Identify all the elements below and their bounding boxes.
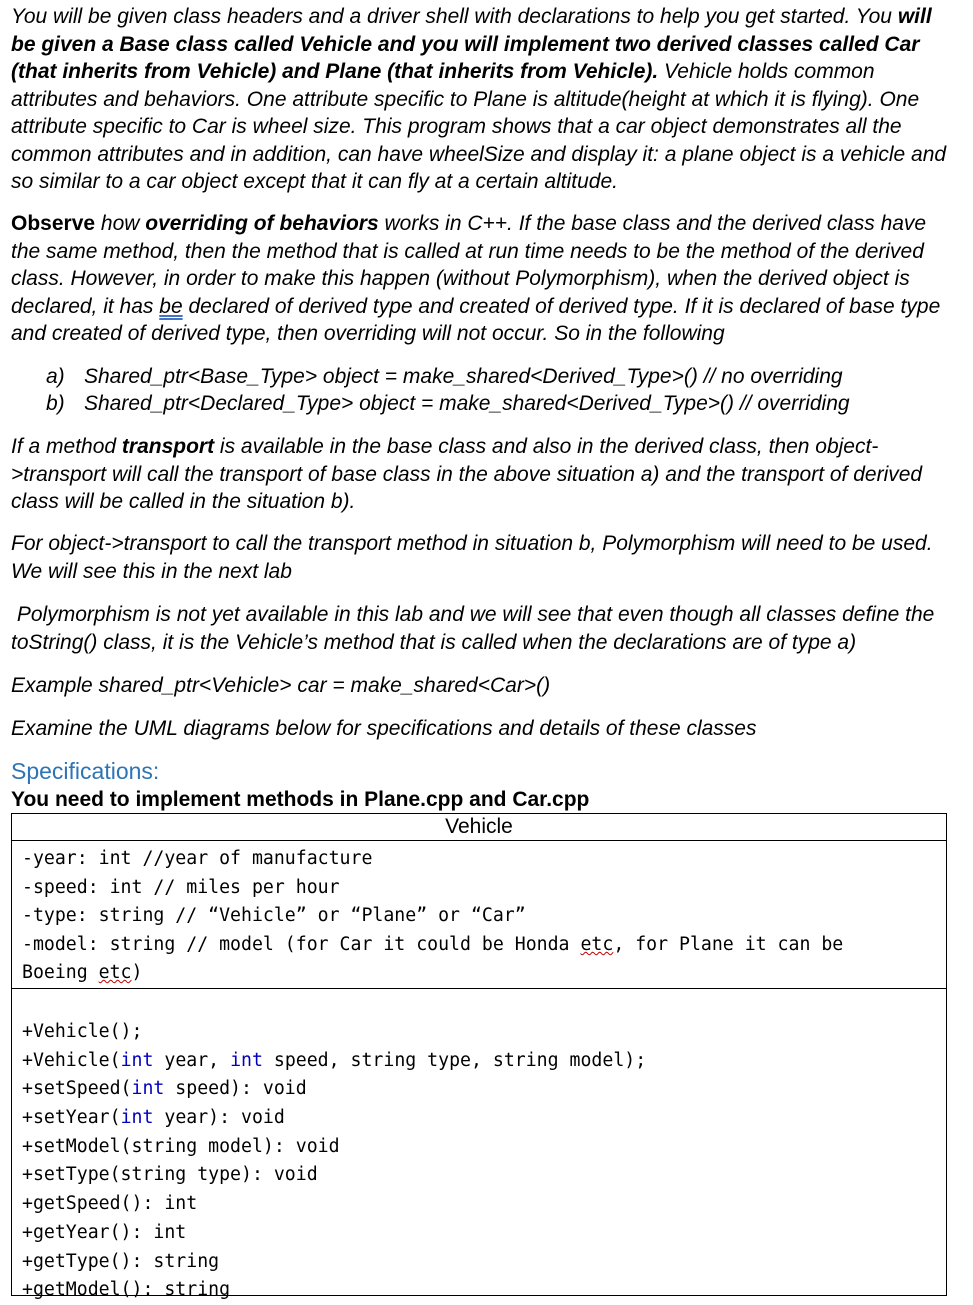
m2-part-c: speed, string type, string model); [262,1049,647,1071]
method-setmodel: +setModel(string model): void [22,1135,340,1157]
intro-paragraph-5: Polymorphism is not yet available in this lab and we will see that even though all classes define the toString() class, it is the Vehicle’s method that is called when the declarations are of type a) [11,603,941,654]
intro-p2-text-b: works in C++. If the base class and the derived class have the same method, then the method that is called at run time needs to be the method of the derived class. However, in order to make this happen (without Polymorphism), when the derived object is declared, it has [11,212,927,318]
m3-part-b: speed): void [164,1078,307,1100]
attr-model-cont-pre: Boeing [22,961,99,983]
attr-model-post: , for Plane it can be [613,934,844,956]
attr-model-etc: etc [580,934,614,956]
list-text-b: Shared_ptr<Declared_Type> object = make_shared<Derived_Type>() // overriding [84,392,850,415]
attr-year: -year: int //year of manufacture [22,848,373,869]
m2-part-b: year, [153,1049,231,1071]
example-line: Example shared_ptr<Vehicle> car = make_shared<Car>() [11,674,551,697]
intro-p2-text-a: how [95,212,146,235]
observe-word: Observe [11,212,96,235]
attr-model-cont-etc: etc [98,961,132,983]
transport-bold: transport [121,435,215,458]
list-marker-a: a) [46,365,65,388]
method-setyear [22,1104,946,1133]
uml-attributes [12,841,946,989]
method-gettype: +getType(): string [22,1250,220,1272]
method-getmodel: +getModel(): string [22,1279,231,1301]
attr-model-cont-post: ) [131,961,143,983]
specifications-subheading: You need to implement methods in Plane.cpp and Car.cpp [11,788,590,811]
method-setspeed [22,1075,946,1104]
specifications-heading: Specifications: [11,758,160,784]
method-default-ctor: +Vehicle(); [22,1021,143,1042]
list-text-a: Shared_ptr<Base_Type> object = make_shared<Derived_Type>() // no overriding [84,365,843,388]
intro-paragraph-4: For object->transport to call the transport method in situation b, Polymorphism will need to be used. We will see this in the next lab [11,532,933,583]
intro-p1-bold: will be given a Base class called Vehicle and you will implement two derived classes called Car (that inherits from Vehicle) and Plane (that inherits from Vehicle). [11,5,932,83]
intro-paragraph-1 [11,3,956,196]
m3-part-a: +setSpeed( [22,1078,132,1100]
overriding-bold: overriding of behaviors [145,212,379,235]
intro-p3-text-a: If a method [11,435,122,458]
uml-vehicle-class [11,813,947,1301]
method-param-ctor [22,1047,946,1076]
kw-int: int [120,1107,154,1129]
method-settype: +setType(string type): void [22,1164,318,1186]
intro-p1-text-c: Vehicle holds common attributes and behaviors. One attribute specific to Plane is altitude(height at which it is flying). One attribute specific to Car is wheel size. This program shows that a car object demonstrates all the common attributes and in addition, can have wheelSize and display it: a plane object is a vehicle and so similar to a car object except that it can fly at a certain altitude. [11,60,947,193]
grammar-underline-be: be [159,294,183,318]
attr-model-cont [22,960,946,986]
list-item-a [46,363,843,390]
intro-p2-text-c: declared of derived type and created of derived type. If it is declared of base type and created of derived type, then overriding will not occur. So in the following [11,294,941,345]
intro-paragraph-3 [11,433,956,516]
attr-speed: -speed: int // miles per hour [22,876,340,898]
uml-class-name: Vehicle [12,814,946,841]
list-marker-b: b) [46,392,65,415]
kw-int: int [120,1049,154,1071]
m2-part-a: +Vehicle( [22,1049,121,1071]
kw-int: int [131,1078,165,1100]
attr-model [22,931,946,960]
attr-model-pre: -model: string // model (for Car it could be Honda [22,934,581,956]
kw-int: int [230,1049,263,1071]
intro-p3-text-b: is available in the base class and also in the derived class, then object->transport will call the transport of base class in the above situation a) and the transport of derived class will be called in the situation b). [11,435,923,513]
m4-part-a: +setYear( [22,1107,121,1129]
m4-part-b: year): void [153,1107,285,1129]
uml-instruction: Examine the UML diagrams below for specifications and details of these classes [11,717,757,740]
method-getspeed: +getSpeed(): int [22,1193,198,1215]
attr-type: -type: string // “Vehicle” or “Plane” or “Car” [22,905,526,927]
list-item-b [46,390,850,417]
intro-p1-text-a: You will be given class headers and a driver shell with declarations to help you get started. You [11,5,898,28]
method-getyear: +getYear(): int [22,1221,187,1243]
intro-paragraph-2 [11,210,956,348]
uml-methods [12,989,946,1305]
